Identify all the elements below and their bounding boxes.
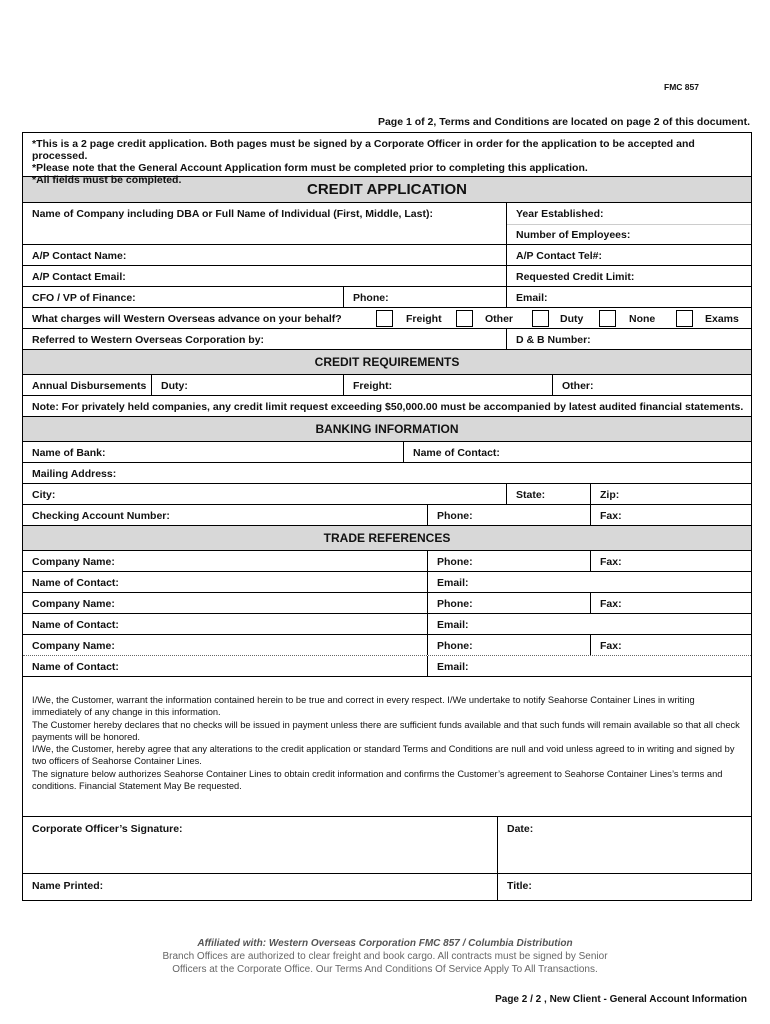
city-field[interactable]: City:	[32, 489, 56, 501]
bank-name-field[interactable]: Name of Bank:	[32, 447, 106, 459]
credit-application-title: CREDIT APPLICATION	[23, 177, 751, 203]
other-checkbox[interactable]	[456, 310, 473, 327]
ref1-email-field[interactable]: Email:	[427, 572, 751, 592]
exams-option-label: Exams	[705, 313, 739, 325]
name-printed-row	[23, 874, 751, 901]
ap-contact-name-field[interactable]: A/P Contact Name:	[32, 250, 127, 262]
ref1-contact-field[interactable]: Name of Contact:	[32, 577, 119, 589]
freight-field[interactable]: Freight:	[343, 375, 552, 395]
referred-row	[23, 329, 751, 350]
legal-paragraph: The signature below authorizes Seahorse Container Lines to obtain credit information and confirms the Customer’s agreement to Seahorse Container Lines’s terms and conditions. Financial Statement May Be requested.	[32, 768, 723, 792]
signature-date-field[interactable]: Date:	[497, 817, 751, 873]
credit-note-row	[23, 396, 751, 417]
ref2-email-field[interactable]: Email:	[427, 614, 751, 634]
ref2-contact-field[interactable]: Name of Contact:	[32, 619, 119, 631]
cfo-phone-field[interactable]: Phone:	[343, 287, 506, 307]
ap-contact-email-field[interactable]: A/P Contact Email:	[32, 271, 126, 283]
other-field[interactable]: Other:	[552, 375, 751, 395]
checking-account-row	[23, 505, 751, 526]
reference-3-contact-row	[23, 656, 751, 677]
ref1-phone-field[interactable]: Phone:	[427, 551, 590, 571]
ap-contact-row	[23, 245, 751, 266]
ref1-company-name-field[interactable]: Company Name:	[32, 556, 115, 568]
footer-line-2: Officers at the Corporate Office. Our Terms And Conditions Of Service Apply To All Transactions.	[172, 964, 598, 975]
legal-terms	[23, 677, 751, 817]
title-field[interactable]: Title:	[497, 874, 751, 900]
note-line: *This is a 2 page credit application. Both pages must be signed by a Corporate Officer in order for the application to be accepted and processed.	[32, 138, 695, 162]
banking-information-title: BANKING INFORMATION	[23, 417, 751, 442]
cfo-email-field[interactable]: Email:	[506, 287, 751, 307]
page-info: Page 2 / 2 , New Client - General Account Information	[495, 994, 747, 1005]
reference-1-company-row	[23, 551, 751, 572]
company-name-field[interactable]: Name of Company including DBA or Full Name of Individual (First, Middle, Last):	[32, 208, 433, 220]
legal-paragraph: The Customer hereby declares that no checks will be issued in payment unless there are sufficient funds available and that such funds will remain available so that all check payments will be honored.	[32, 719, 740, 742]
ref3-company-name-field[interactable]: Company Name:	[32, 640, 115, 652]
duty-checkbox[interactable]	[532, 310, 549, 327]
charges-row	[23, 308, 751, 329]
company-name-row	[23, 203, 751, 245]
disbursements-row	[23, 375, 751, 396]
note-line: *Please note that the General Account Application form must be completed prior to completing this application.	[32, 162, 588, 174]
none-checkbox[interactable]	[599, 310, 616, 327]
bank-contact-field[interactable]: Name of Contact:	[403, 442, 751, 462]
zip-field[interactable]: Zip:	[590, 484, 751, 504]
mailing-address-field[interactable]: Mailing Address:	[32, 468, 117, 480]
ref3-phone-field[interactable]: Phone:	[427, 635, 590, 655]
page-note: Page 1 of 2, Terms and Conditions are located on page 2 of this document.	[377, 116, 750, 128]
ref2-fax-field[interactable]: Fax:	[590, 593, 751, 613]
officer-signature-field[interactable]: Corporate Officer’s Signature:	[32, 823, 183, 835]
year-established-field[interactable]: Year Established:	[506, 203, 751, 224]
duty-option-label: Duty	[560, 313, 584, 325]
charges-question: What charges will Western Overseas advance on your behalf?	[32, 313, 342, 325]
requested-credit-limit-field[interactable]: Requested Credit Limit:	[506, 266, 751, 286]
ap-contact-tel-field[interactable]: A/P Contact Tel#:	[506, 245, 751, 265]
instructions-notes	[23, 133, 751, 186]
other-option-label: Other	[485, 313, 514, 325]
signature-row	[23, 817, 751, 874]
reference-2-contact-row	[23, 614, 751, 635]
annual-disbursements-label: Annual Disbursements	[32, 380, 147, 392]
legal-paragraph: I/We, the Customer, hereby agree that any alterations to the credit application or standard Terms and Conditions are null and void unless agreed to in writing and signed by two officers of Seahorse Container Lines.	[32, 744, 735, 767]
reference-1-contact-row	[23, 572, 751, 593]
city-row	[23, 484, 751, 505]
reference-3-company-row	[23, 635, 751, 656]
bank-fax-field[interactable]: Fax:	[590, 505, 751, 525]
cfo-field[interactable]: CFO / VP of Finance:	[32, 292, 136, 304]
bank-name-row	[23, 442, 751, 463]
legal-paragraph: I/We, the Customer, warrant the information contained herein to be true and correct in every respect. I/We undertake to notify Seahorse Container Lines in writing immediately of any change in this information.	[32, 695, 695, 718]
ap-email-row	[23, 266, 751, 287]
ref3-fax-field[interactable]: Fax:	[590, 635, 751, 655]
referred-by-field[interactable]: Referred to Western Overseas Corporation by:	[32, 334, 265, 346]
credit-limit-note: Note: For privately held companies, any credit limit request exceeding $50,000.00 must be accompanied by latest audited financial statements.	[32, 401, 744, 413]
affiliation-line: Affiliated with: Western Overseas Corporation FMC 857 / Columbia Distribution	[197, 938, 573, 949]
note-line: *All fields must be completed.	[32, 174, 182, 186]
mailing-address-row	[23, 463, 751, 484]
checking-account-field[interactable]: Checking Account Number:	[32, 510, 170, 522]
ref3-email-field[interactable]: Email:	[427, 656, 751, 676]
name-printed-field[interactable]: Name Printed:	[32, 880, 104, 892]
duty-field[interactable]: Duty:	[151, 375, 343, 395]
number-of-employees-field[interactable]: Number of Employees:	[506, 224, 751, 245]
ref1-fax-field[interactable]: Fax:	[590, 551, 751, 571]
none-option-label: None	[629, 313, 656, 325]
freight-checkbox[interactable]	[376, 310, 393, 327]
ref2-company-name-field[interactable]: Company Name:	[32, 598, 115, 610]
footer-line-1: Branch Offices are authorized to clear freight and book cargo. All contracts must be signed by Senior	[162, 951, 608, 962]
dnb-number-field[interactable]: D & B Number:	[506, 329, 751, 349]
credit-application-form	[22, 132, 752, 901]
form-code: FMC 857	[664, 82, 699, 92]
ref3-contact-field[interactable]: Name of Contact:	[32, 661, 119, 673]
ref2-phone-field[interactable]: Phone:	[427, 593, 590, 613]
state-field[interactable]: State:	[506, 484, 590, 504]
freight-option-label: Freight	[406, 313, 442, 325]
cfo-row	[23, 287, 751, 308]
credit-requirements-title: CREDIT REQUIREMENTS	[23, 350, 751, 375]
exams-checkbox[interactable]	[676, 310, 693, 327]
reference-2-company-row	[23, 593, 751, 614]
bank-phone-field[interactable]: Phone:	[427, 505, 590, 525]
trade-references-title: TRADE REFERENCES	[23, 526, 751, 551]
